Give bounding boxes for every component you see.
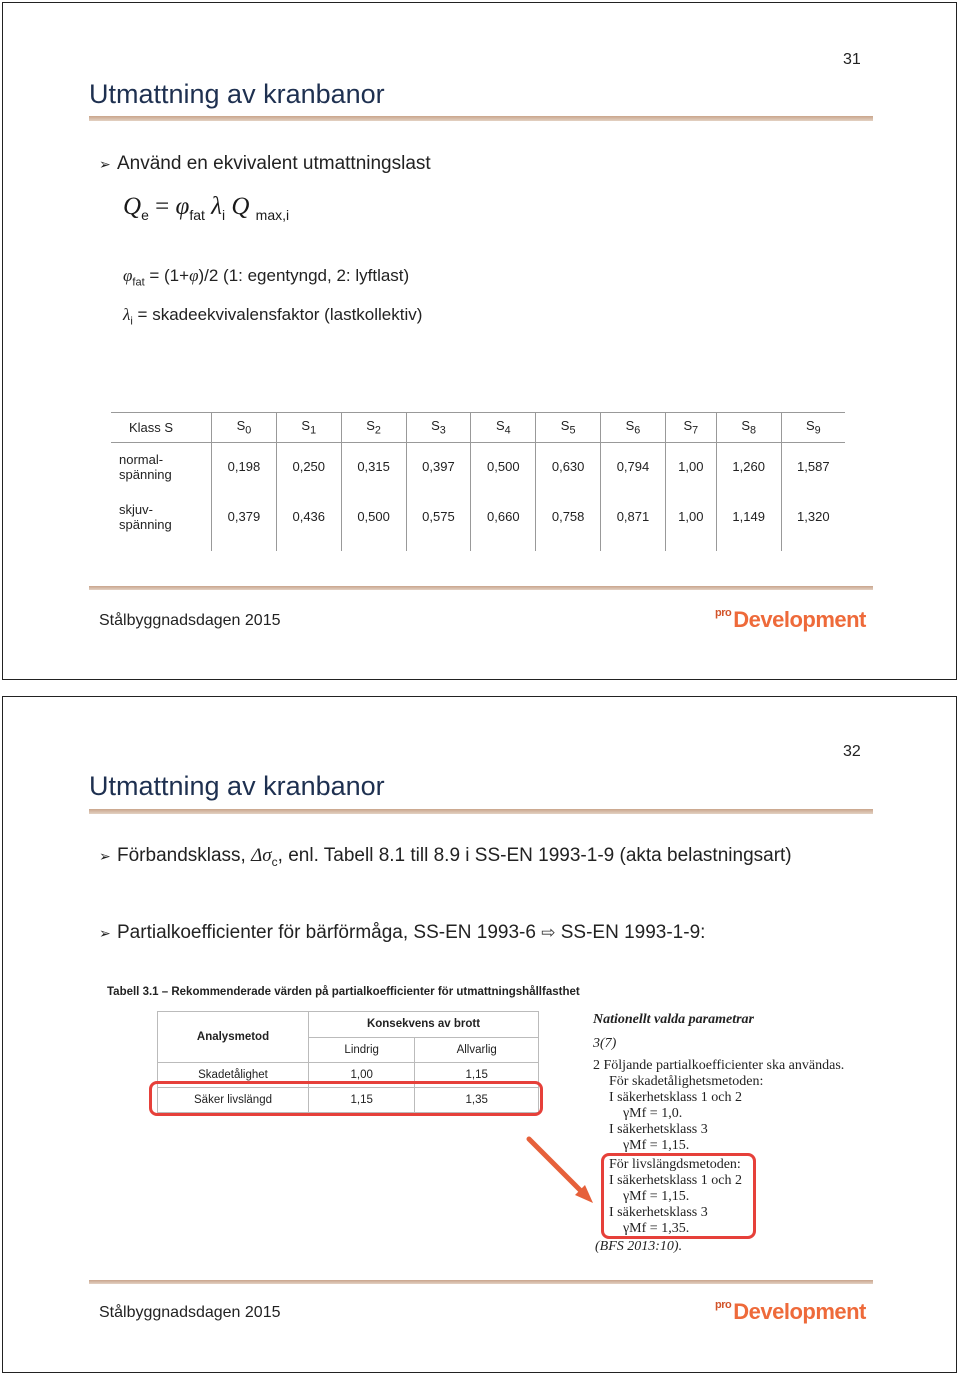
row-label-normal: normal- spänning: [119, 451, 172, 482]
highlight-box-table-row: [149, 1081, 543, 1116]
title-rule: [89, 116, 873, 121]
table-row: [111, 443, 845, 491]
table-cell: 1,260: [716, 443, 781, 491]
table31-method-header: Analysmetod: [158, 1012, 309, 1063]
national-params-line: I säkerhetsklass 1 och 2: [609, 1090, 742, 1105]
table-cell: 0,500: [471, 443, 536, 491]
slide-31: [2, 2, 957, 680]
table-cell: 0,575: [406, 491, 471, 543]
lambda-table: [111, 412, 845, 551]
national-params-ref: 3(7): [593, 1036, 617, 1051]
bullet-arrow-icon: ➢: [99, 848, 111, 864]
table-cell: 0,397: [406, 443, 471, 491]
slide-title: Utmattning av kranbanor: [89, 79, 385, 109]
bullet-arrow-icon: ➢: [99, 156, 111, 172]
formula-equivalent-load: $Q_e = \varphi_{fat}$ $\lambda_i$ Q $_{max,i}$: [123, 193, 290, 223]
lambda-table-header: [111, 413, 845, 443]
highlight-box-lifetime-method: [601, 1153, 756, 1239]
table-cell: 0,871: [601, 491, 666, 543]
table-cell: 1,15: [309, 1088, 415, 1113]
table31-subheader: Lindrig: [309, 1037, 415, 1063]
national-params-line: (BFS 2013:10).: [595, 1239, 683, 1254]
national-params-line: γMf = 1,35.: [623, 1221, 690, 1236]
page-number: 31: [843, 51, 861, 68]
footer-rule: [89, 1280, 873, 1284]
company-logo: $^{pro}$Development: [715, 1299, 866, 1324]
table-cell: 0,379: [212, 491, 277, 543]
table-spacer-row: [111, 543, 845, 551]
national-params-line: I säkerhetsklass 3: [609, 1205, 708, 1220]
header-s4: $S_4$: [471, 413, 536, 443]
table-cell: Säker livslängd: [158, 1088, 309, 1113]
bullet-partial-factors: ➢ Partialkoefficienter för bärförmåga, SS-EN 1993-6 ⇨ SS-EN 1993-1-9:: [99, 922, 706, 943]
row-label-shear: skjuv- spänning: [119, 501, 172, 532]
slide-32: [2, 696, 957, 1373]
table-cell: 0,198: [212, 443, 277, 491]
table-cell: 0,630: [536, 443, 601, 491]
table-cell: Skadetålighet: [158, 1063, 309, 1088]
national-params-line: För livslängdsmetoden:: [609, 1157, 741, 1172]
table-cell: 0,500: [341, 491, 406, 543]
definition-lambda-i: $\lambda_i$ = skadeekvivalensfaktor (lastkollektiv): [123, 305, 423, 328]
slide-title: Utmattning av kranbanor: [89, 771, 385, 801]
table-cell: 0,436: [276, 491, 341, 543]
national-params-line: I säkerhetsklass 3: [609, 1122, 708, 1137]
national-params-line: γMf = 1,15.: [623, 1138, 690, 1153]
footer-event: Stålbyggnadsdagen 2015: [99, 612, 281, 629]
footer-event: Stålbyggnadsdagen 2015: [99, 1304, 281, 1321]
national-params-line: 2 Följande partialkoefficienter ska användas.: [593, 1058, 845, 1073]
national-params-line: γMf = 1,15.: [623, 1189, 690, 1204]
table31-group-header: Konsekvens av brott: [309, 1012, 539, 1038]
definition-phi-fat: $\varphi_{fat} = (1+\varphi)/2$ (1: egentyngd, 2: lyftlast): [123, 266, 410, 289]
page-number: 32: [843, 743, 861, 760]
table-cell: 1,15: [415, 1063, 539, 1088]
table-cell: 0,315: [341, 443, 406, 491]
table-cell: 1,00: [665, 491, 716, 543]
table-cell: 1,00: [665, 443, 716, 491]
title-rule: [89, 809, 873, 814]
company-logo: $^{pro}$Development: [715, 607, 866, 632]
pointer-arrow-icon: [523, 1133, 603, 1213]
table-cell: 0,758: [536, 491, 601, 543]
national-params-line: För skadetålighetsmetoden:: [609, 1074, 764, 1089]
header-s3: $S_3$: [406, 413, 471, 443]
header-s0: $S_0$: [212, 413, 277, 443]
header-s7: $S_7$: [665, 413, 716, 443]
bullet-arrow-icon: ➢: [99, 925, 111, 941]
table-row: [111, 491, 845, 543]
national-params-heading: Nationellt valda parametrar: [593, 1012, 754, 1027]
table-cell: 0,250: [276, 443, 341, 491]
bullet-detail-category: ➢ Förbandsklass, $\Delta\sigma_c$, enl. Tabell 8.1 till 8.9 i SS-EN 1993-1-9 (akta belastningsart): [99, 845, 792, 869]
table-cell: 0,660: [471, 491, 536, 543]
header-s5: $S_5$: [536, 413, 601, 443]
table31-subheader: Allvarlig: [415, 1037, 539, 1063]
header-s9: $S_9$: [781, 413, 845, 443]
table-cell: 1,320: [781, 491, 845, 543]
table-cell: 0,794: [601, 443, 666, 491]
header-class-label: Klass S: [129, 420, 174, 435]
table-cell: 1,587: [781, 443, 845, 491]
table-cell: 1,149: [716, 491, 781, 543]
footer-rule: [89, 586, 873, 590]
header-s6: $S_6$: [601, 413, 666, 443]
table-cell: 1,35: [415, 1088, 539, 1113]
table31-caption: Tabell 3.1 – Rekommenderade värden på partialkoefficienter för utmattningshållfasthet: [107, 986, 580, 998]
national-params-line: I säkerhetsklass 1 och 2: [609, 1173, 742, 1188]
header-s2: $S_2$: [341, 413, 406, 443]
table-cell: 1,00: [309, 1063, 415, 1088]
bullet-equivalent-load: ➢ Använd en ekvivalent utmattningslast: [99, 153, 431, 174]
header-s1: $S_1$: [276, 413, 341, 443]
arrow-right-icon: ⇨: [541, 923, 556, 942]
header-s8: $S_8$: [716, 413, 781, 443]
national-params-line: γMf = 1,0.: [623, 1106, 683, 1121]
